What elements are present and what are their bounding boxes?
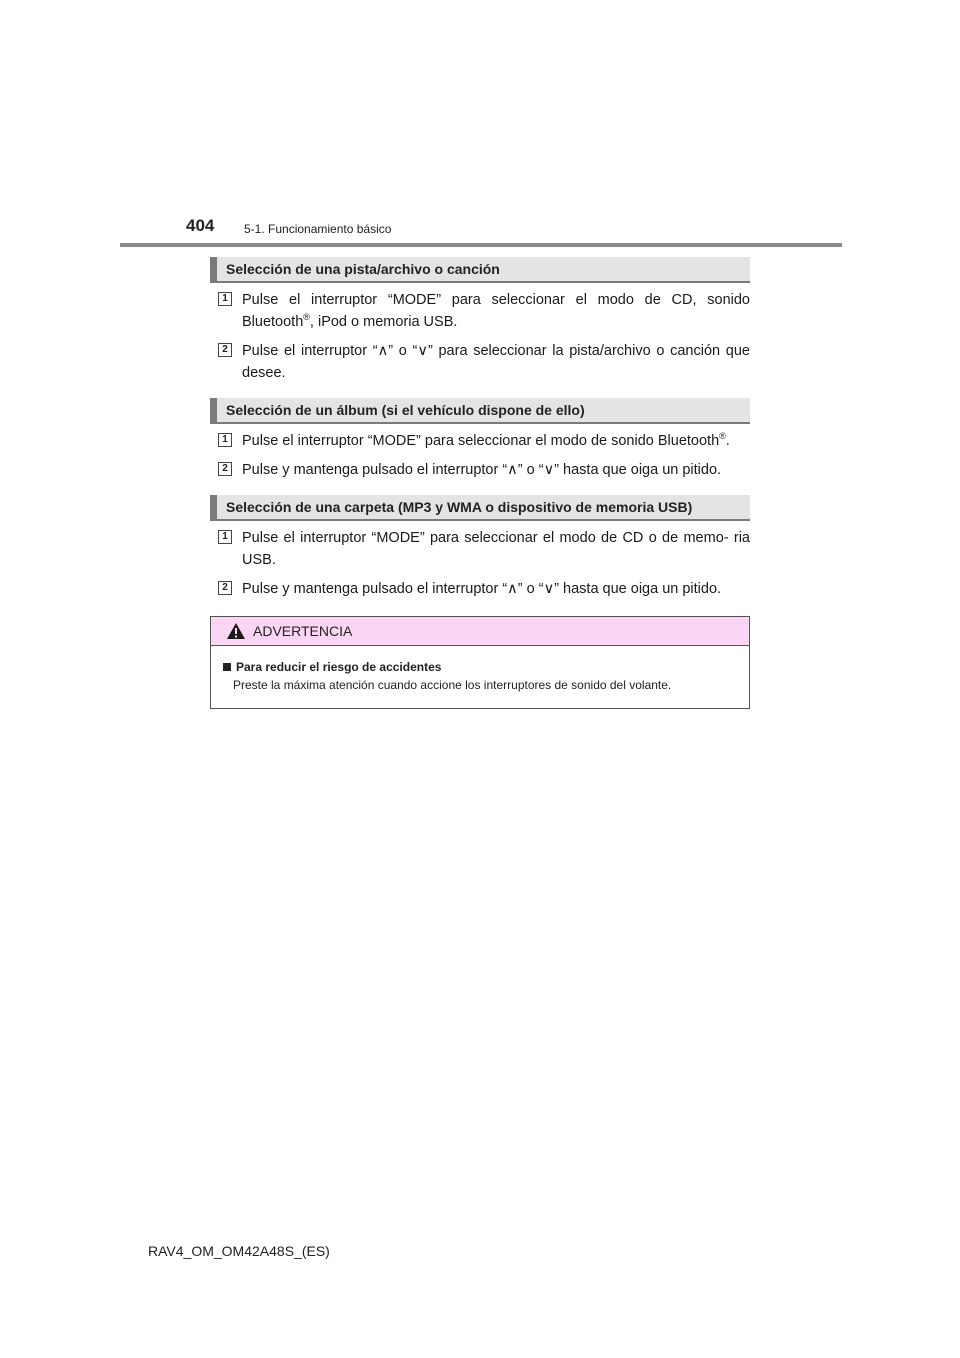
step-number-badge: 2	[218, 343, 232, 357]
warning-text: Preste la máxima atención cuando accione los interruptores de sonido del volante.	[233, 678, 672, 692]
section-heading: Selección de un álbum (si el vehículo dispone de ello)	[210, 398, 750, 424]
step-text: Pulse el interruptor “∧” o “∨” para seleccionar la pista/archivo o canción que desee.	[242, 343, 750, 381]
footer-doc-code: RAV4_OM_OM42A48S_(ES)	[148, 1243, 330, 1259]
step-text: Pulse el interruptor “MODE” para seleccionar el modo de CD, sonido Bluetooth®, iPod o memoria USB.	[242, 292, 750, 330]
warning-box	[210, 616, 750, 709]
section-title: 5-1. Funcionamiento básico	[244, 222, 392, 236]
header-rule	[120, 243, 842, 247]
step-item	[210, 459, 750, 481]
warning-subheading: Para reducir el riesgo de accidentes	[223, 658, 733, 676]
section-heading: Selección de una pista/archivo o canción	[210, 257, 750, 283]
step-text: Pulse el interruptor “MODE” para seleccionar el modo de CD o de memo- ria USB.	[242, 530, 750, 568]
step-text: Pulse y mantenga pulsado el interruptor “∧” o “∨” hasta que oiga un pitido.	[242, 581, 722, 597]
step-number-badge: 1	[218, 292, 232, 306]
warning-triangle-icon	[226, 622, 246, 640]
step-item	[210, 289, 750, 333]
step-item	[210, 430, 750, 452]
warning-title: ADVERTENCIA	[253, 623, 353, 639]
step-item	[210, 527, 750, 571]
square-bullet-icon	[223, 663, 231, 671]
step-text: Pulse el interruptor “MODE” para seleccionar el modo de sonido Bluetooth®.	[242, 431, 730, 449]
step-text: Pulse y mantenga pulsado el interruptor “∧” o “∨” hasta que oiga un pitido.	[242, 462, 722, 478]
step-number-badge: 1	[218, 530, 232, 544]
warning-header	[211, 617, 749, 646]
warning-body	[211, 646, 749, 708]
section-heading: Selección de una carpeta (MP3 y WMA o dispositivo de memoria USB)	[210, 495, 750, 521]
step-number-badge: 1	[218, 433, 232, 447]
step-item	[210, 578, 750, 600]
step-number-badge: 2	[218, 581, 232, 595]
step-number-badge: 2	[218, 462, 232, 476]
content	[210, 257, 750, 709]
page-number: 404	[186, 216, 215, 235]
step-item	[210, 340, 750, 384]
